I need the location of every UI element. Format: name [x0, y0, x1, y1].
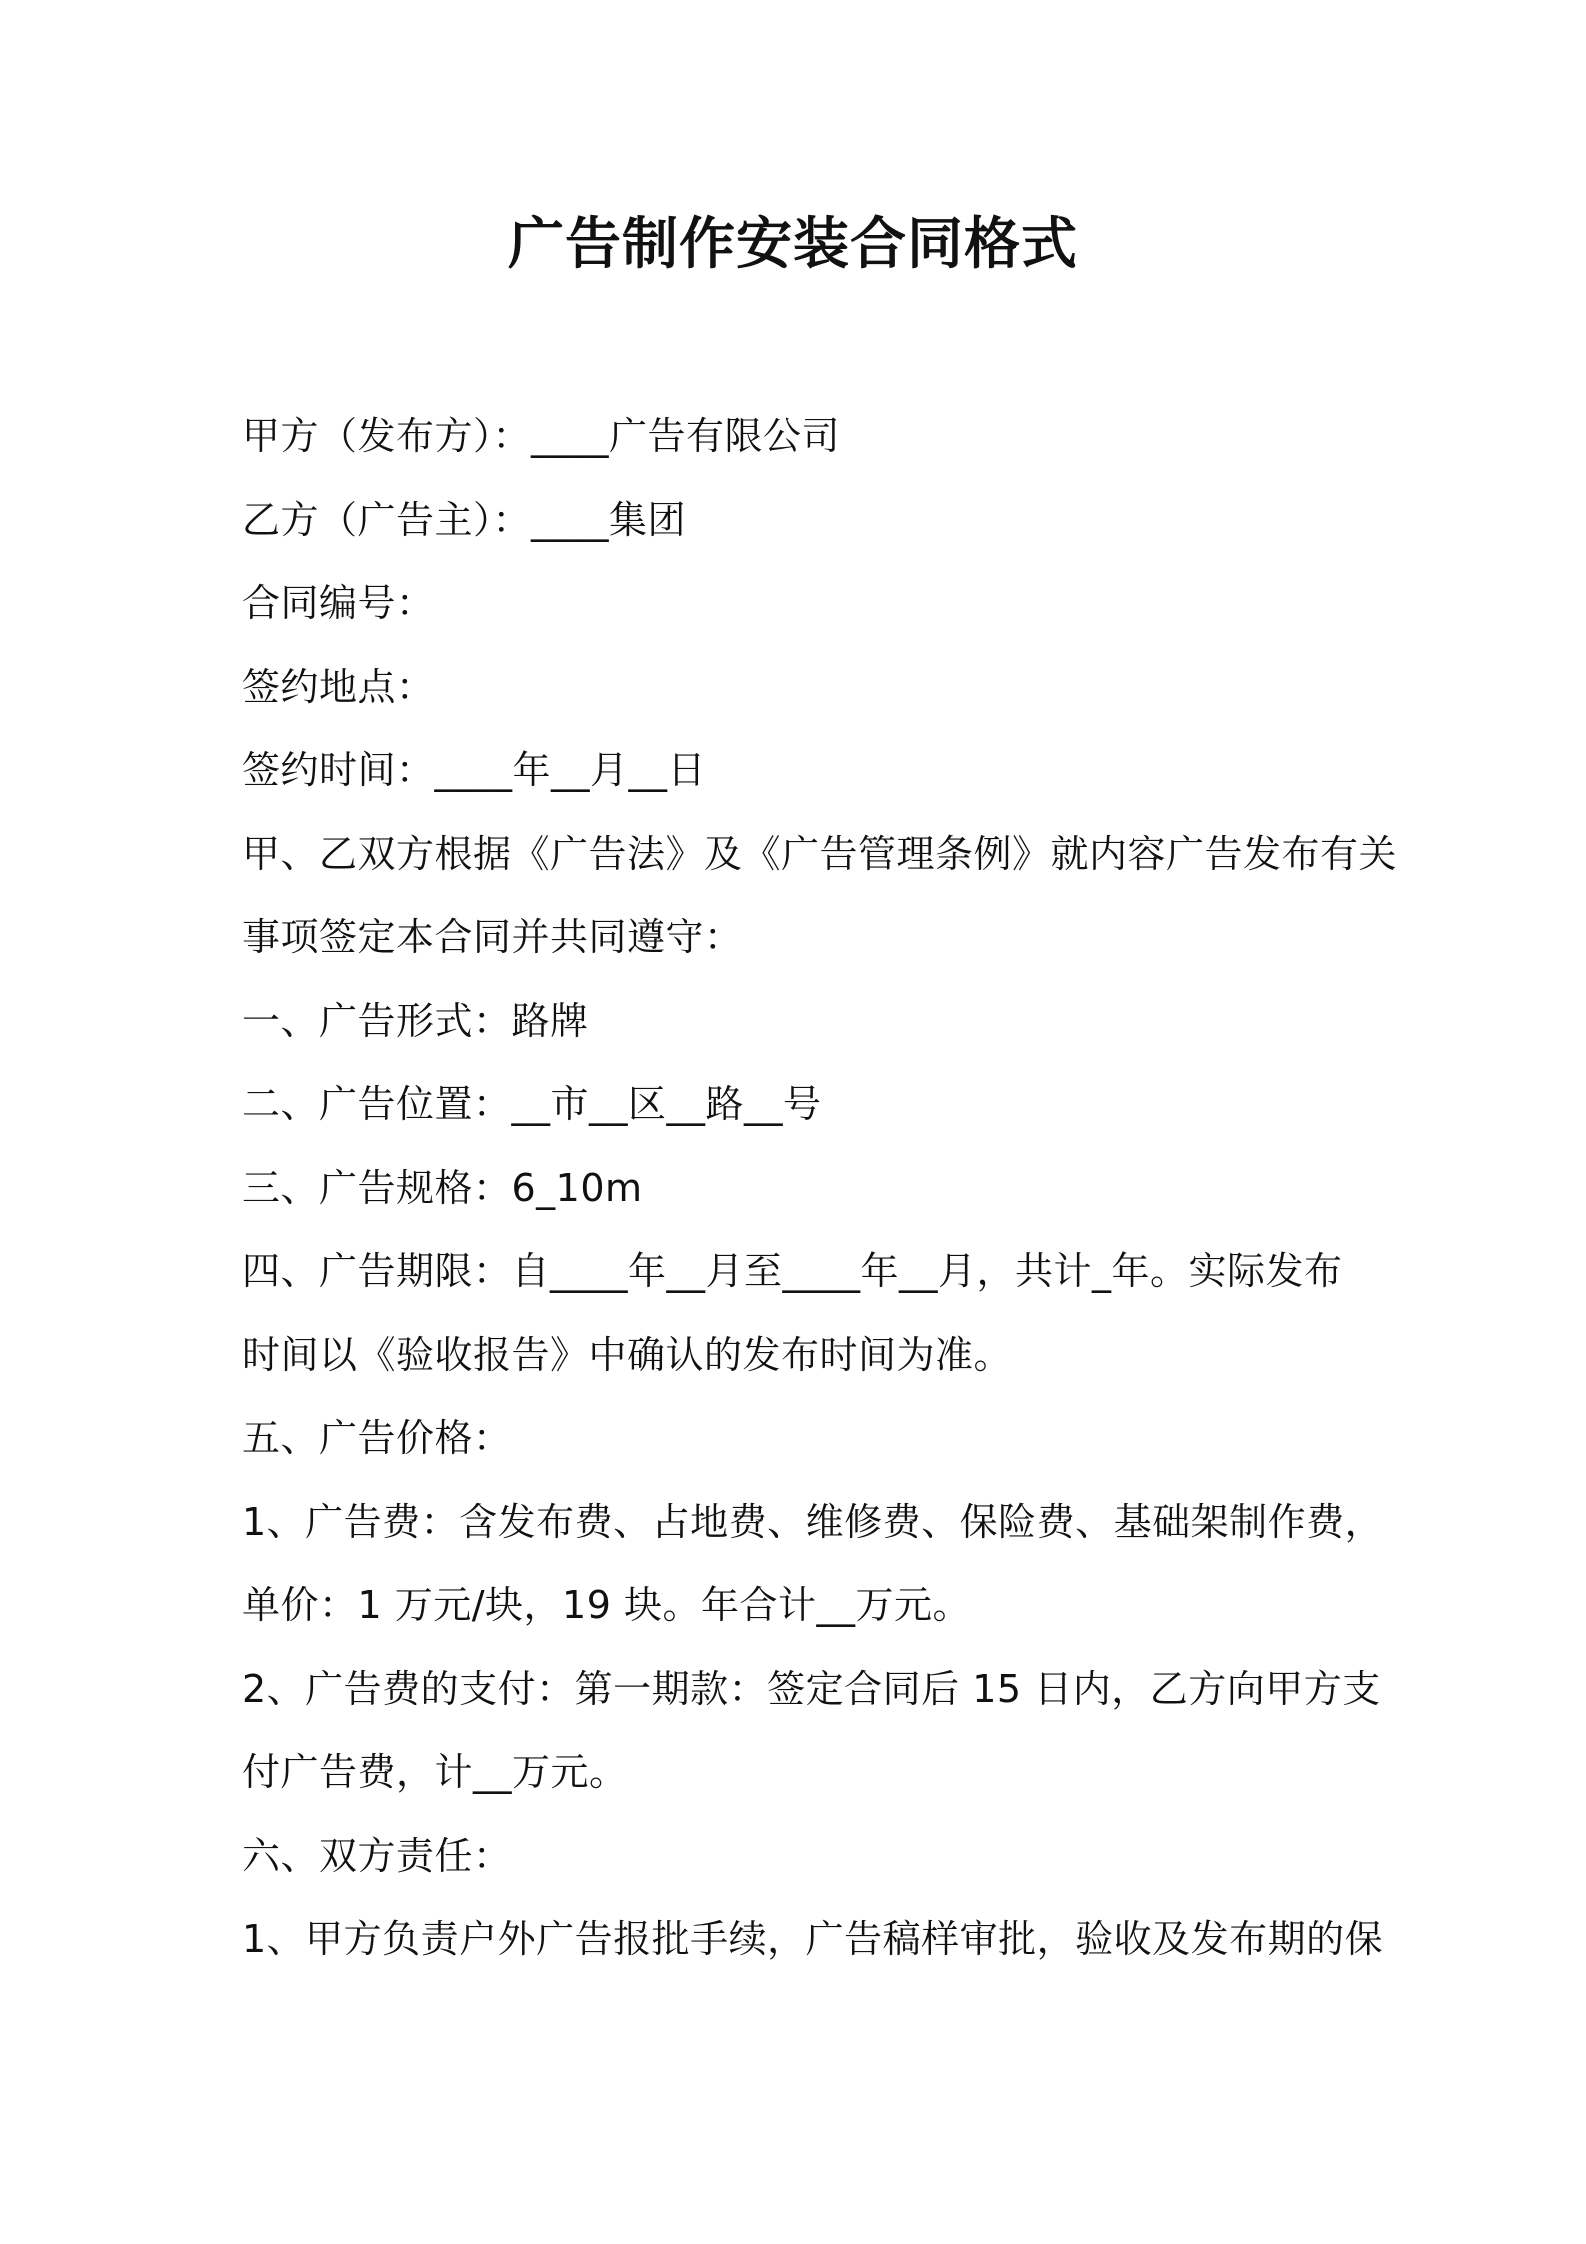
clause-payment-line-1: 2、广告费的支付：第一期款：签定合同后 15 日内，乙方向甲方支: [242, 1666, 1381, 1711]
contract-number-line: 合同编号：: [242, 581, 435, 625]
preamble-line-1: 甲、乙双方根据《广告法》及《广告管理条例》就内容广告发布有关: [242, 831, 1398, 876]
clause-ad-period-line-2: 时间以《验收报告》中确认的发布时间为准。: [242, 1332, 1013, 1377]
clause-ad-fee-line-2: 单价：1 万元/块，19 块。年合计__万元。: [242, 1583, 971, 1627]
document-title: 广告制作安装合同格式: [508, 212, 1078, 277]
document-body: [242, 395, 1398, 1982]
party-b-line: 乙方（广告主）：____集团: [242, 497, 687, 542]
clause-ad-fee-line-1: 1、广告费：含发布费、占地费、维修费、保险费、基础架制作费，: [242, 1499, 1384, 1544]
party-a-line: 甲方（发布方）：____广告有限公司: [242, 414, 841, 458]
clause-responsibilities-heading: 六、双方责任：: [242, 1833, 512, 1878]
signing-place-line: 签约地点：: [242, 664, 435, 709]
preamble-line-2: 事项签定本合同并共同遵守：: [242, 915, 743, 959]
clause-ad-spec: 三、广告规格：6_10m: [242, 1165, 643, 1210]
clause-ad-form: 一、广告形式：路牌: [242, 998, 589, 1043]
clause-ad-period-line-1: 四、广告期限：自____年__月至____年__月，共计_年。实际发布: [242, 1249, 1343, 1293]
clause-ad-location: 二、广告位置：__市__区__路__号: [242, 1082, 822, 1126]
clause-ad-price-heading: 五、广告价格：: [242, 1416, 512, 1460]
clause-payment-line-2: 付广告费，计__万元。: [242, 1750, 628, 1794]
signing-time-line: 签约时间：____年__月__日: [242, 748, 707, 792]
clause-party-a-duty-line-1: 1、甲方负责户外广告报批手续，广告稿样审批，验收及发布期的保: [242, 1917, 1384, 1961]
